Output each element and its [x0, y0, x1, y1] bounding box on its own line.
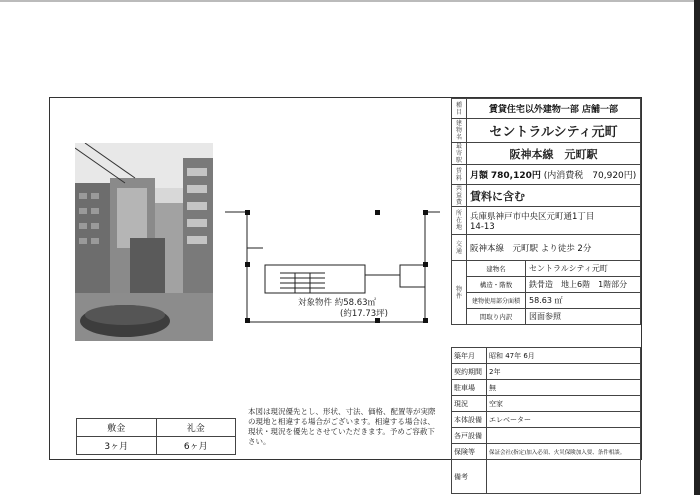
info-value-parking: 無 [487, 380, 641, 396]
row-label-common: 共益費 [452, 185, 467, 207]
plan-caption-area: 対象物件 約58.63㎡ [298, 298, 377, 308]
info-label-insurance: 保険等 [452, 444, 487, 460]
info-value-unit-facility [487, 428, 641, 444]
building-name: セントラルシティ元町 [467, 119, 641, 143]
building-photo-svg [75, 143, 213, 341]
row-label-address: 所在地 [452, 207, 467, 235]
floor-plan [225, 210, 440, 330]
detail-area-value: 58.63 ㎡ [526, 293, 641, 309]
listing-type: 賃貸住宅以外建物一部 店舗一部 [467, 99, 641, 119]
rent-value: 780,120円 [490, 171, 541, 181]
rent-label: 月額 [470, 171, 489, 181]
info-value-built: 昭和 47年 6月 [487, 348, 641, 364]
info-label-term: 契約期間 [452, 364, 487, 380]
row-label-rent: 賃料 [452, 165, 467, 185]
info-value-remarks [487, 460, 641, 494]
disclaimer-note: 本図は現況優先とし、形状、寸法、価格、配置等が実際の現地と相違する場合がございます。相違する場合は、現状・現況を優先とさせていただきます。予めご容赦下さい。 [248, 407, 436, 446]
key-money-header: 礼金 [156, 419, 236, 437]
info-value-facility: エレベーター [487, 412, 641, 428]
scan-edge-top [0, 0, 700, 2]
info-label-facility: 本体設備 [452, 412, 487, 428]
floor-plan-svg [225, 210, 440, 330]
address-line1: 兵庫県神戸市中央区元町通1丁目 [470, 211, 595, 222]
detail-name-value: セントラルシティ元町 [526, 261, 641, 277]
info-value-insurance: 保証会社(指定)加入必須、火災保険加入要、条件相談。 [487, 444, 641, 460]
info-label-status: 現況 [452, 396, 487, 412]
detail-layout-label: 間取り内訳 [467, 309, 526, 325]
building-photo [75, 143, 213, 341]
address-line2: 14-13 [470, 221, 495, 232]
row-label-building: 建物名 [452, 119, 467, 143]
key-money-value: 6ヶ月 [156, 437, 236, 455]
row-label-property: 物件 [452, 261, 467, 325]
info-label-parking: 駐車場 [452, 380, 487, 396]
listing-table [451, 98, 641, 325]
transport: 阪神本線 元町駅 より徒歩 2分 [467, 235, 641, 261]
detail-name-label: 建物名 [467, 261, 526, 277]
deposit-header: 敷金 [77, 419, 157, 437]
row-label-transport: 交通 [452, 235, 467, 261]
plan-caption-tsubo: (約17.73坪) [340, 309, 388, 319]
info-label-remarks: 備考 [452, 460, 487, 494]
info-table [451, 347, 641, 494]
detail-layout-value: 図面参照 [526, 309, 641, 325]
common-fee: 賃料に含む [467, 185, 641, 207]
detail-structure-value: 鉄骨造 地上6階 1階部分 [526, 277, 641, 293]
info-label-built: 築年月 [452, 348, 487, 364]
rent-tax: (内消費税 70,920円) [543, 171, 637, 181]
info-label-unit-facility: 各戸設備 [452, 428, 487, 444]
row-label-station: 最寄駅 [452, 143, 467, 165]
info-value-term: 2年 [487, 364, 641, 380]
line-station: 阪神本線 元町駅 [467, 143, 641, 165]
detail-area-label: 建物使用部分面積 [467, 293, 526, 309]
deposit-value: 3ヶ月 [77, 437, 157, 455]
row-label-type: 種目 [452, 99, 467, 119]
info-value-status: 空家 [487, 396, 641, 412]
detail-structure-label: 構造・階数 [467, 277, 526, 293]
deposit-table [76, 418, 236, 455]
scan-edge-right [694, 0, 700, 495]
